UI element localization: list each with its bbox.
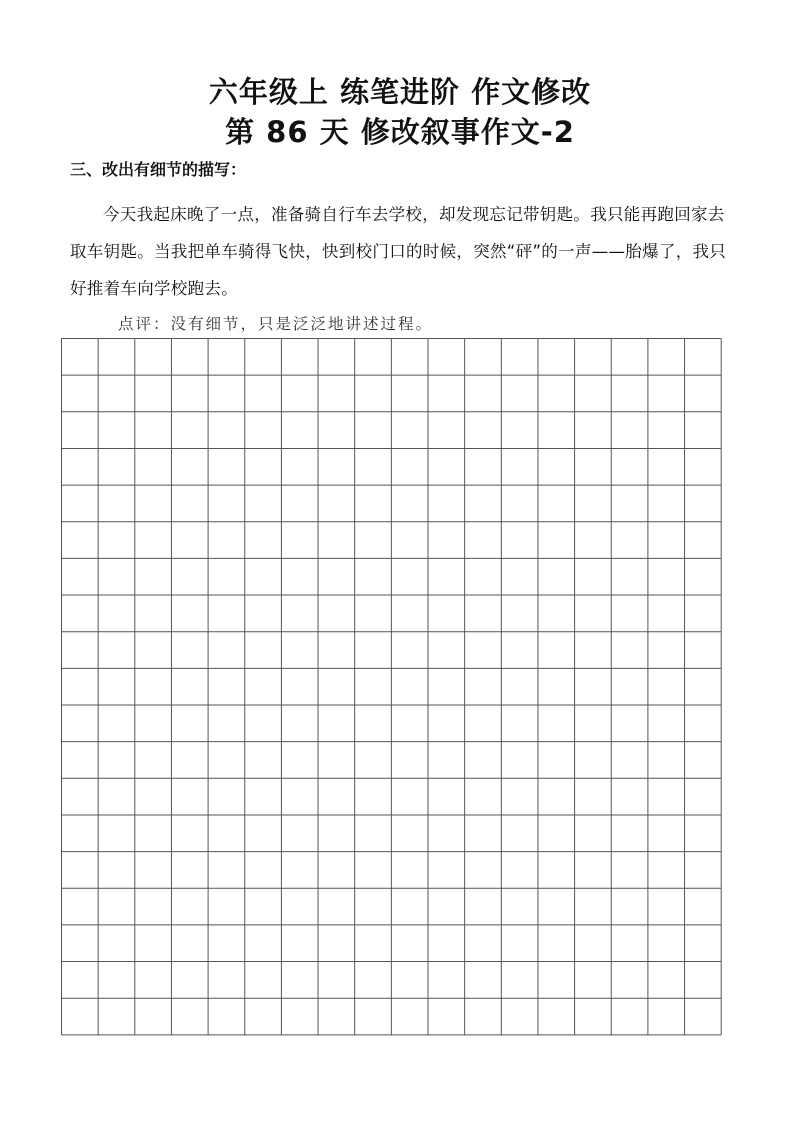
- teacher-comment: 点评：没有细节，只是泛泛地讲述过程。: [118, 315, 434, 333]
- page-title: 六年级上 练笔进阶 作文修改: [208, 75, 592, 109]
- writing-grid: [61, 338, 723, 1037]
- sample-passage: 今天我起床晚了一点，准备骑自行车去学校，却发现忘记带钥匙。我只能再跑回家去取车钥匙。当我把单车骑得飞快，快到校门口的时候，突然“砰”的一声——胎爆了，我只好推着车向学校跑去。: [70, 205, 727, 298]
- page-subtitle: 第 86 天 修改叙事作文-2: [225, 115, 575, 149]
- section-heading: 三、改出有细节的描写：: [70, 160, 247, 179]
